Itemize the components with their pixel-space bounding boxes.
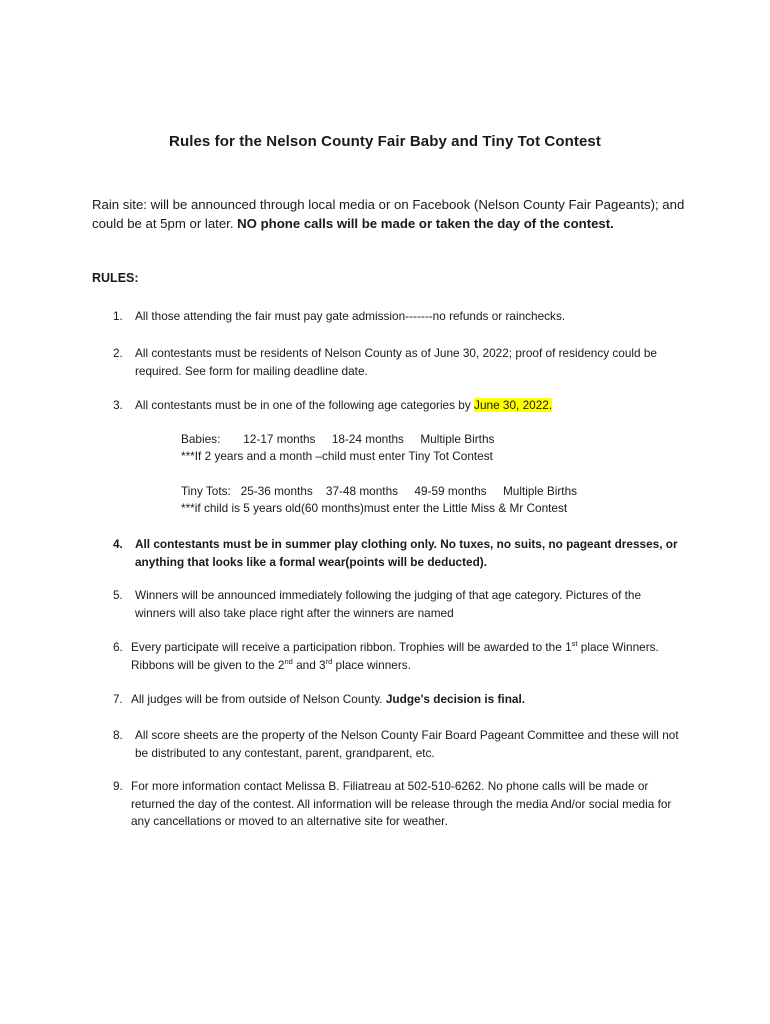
rule-number: 9. — [113, 779, 123, 793]
rule-text: For more information contact Melissa B. Filiatreau at 502-510-6262. No phone calls will be made or returned the day of the contest. All information will be release through the media And/or social media for any cancellations or moved to an alternative site for weather. — [131, 779, 672, 828]
rule-item-4 — [113, 536, 683, 571]
rule-number: 2. — [113, 346, 123, 360]
rule-number: 8. — [113, 728, 123, 742]
rule-item-6 — [113, 639, 683, 674]
rule-number: 5. — [113, 588, 123, 602]
rule-text: All those attending the fair must pay gate admission-------no refunds or rainchecks. — [135, 309, 566, 323]
rule-item-2 — [113, 345, 683, 380]
rule-text: place winners. — [332, 657, 411, 672]
page-title: Rules for the Nelson County Fair Baby and Tiny Tot Contest — [169, 133, 601, 150]
rule-number: 3. — [113, 398, 123, 412]
babies-categories: Babies: 12-17 months 18-24 months Multiple Births — [181, 432, 495, 446]
rule-item-9 — [113, 778, 683, 831]
rule-text: All contestants must be in one of the following age categories by — [135, 398, 475, 412]
rule-item-8 — [113, 727, 683, 762]
intro-paragraph — [92, 195, 692, 233]
rule-text: All score sheets are the property of the Nelson County Fair Board Pageant Committee and these will not be distributed to any contestant, parent, grandparent, etc. — [135, 728, 679, 760]
rule-number: 6. — [113, 640, 123, 654]
rule-text: place Winners. Ribbons will be given to the 2 — [131, 640, 659, 672]
ordinal-suffix: rd — [325, 656, 333, 666]
rule-item-7 — [113, 691, 683, 709]
ordinal-suffix: st — [571, 639, 578, 649]
intro-bold-text: NO phone calls will be made or taken the day of the contest. — [237, 216, 614, 231]
rule-text: All judges will be from outside of Nelson County. — [131, 692, 386, 706]
rule-item-1 — [113, 308, 683, 326]
rule-bold-text: Judge's decision is final. — [385, 692, 526, 706]
rule-number: 7. — [113, 692, 123, 706]
babies-note: ***If 2 years and a month –child must enter Tiny Tot Contest — [181, 449, 493, 463]
ordinal-suffix: nd — [284, 656, 293, 666]
tiny-tots-categories: Tiny Tots: 25-36 months 37-48 months 49-59 months Multiple Births — [181, 484, 578, 498]
rule-text: Every participate will receive a participation ribbon. Trophies will be awarded to the 1 — [131, 640, 572, 654]
rule-item-3 — [113, 397, 683, 415]
rule-text: Winners will be announced immediately following the judging of that age category. Pictures of the winners will also take place right after the winners are named — [135, 588, 642, 620]
rules-heading: RULES: — [92, 271, 139, 285]
rule-item-5 — [113, 587, 683, 622]
rule-text: All contestants must be in summer play clothing only. No tuxes, no suits, no pageant dresses, or anything that looks like a formal wear(points will be deducted). — [135, 537, 678, 569]
rule-number: 4. — [113, 537, 123, 551]
rule-text-container — [135, 397, 683, 415]
rule-text-container — [131, 691, 683, 709]
rule-text: and 3 — [292, 657, 326, 672]
rule-number: 1. — [113, 309, 123, 323]
highlighted-date: June 30, 2022. — [474, 398, 553, 412]
intro-text: Rain site: will be announced through local media or on Facebook (Nelson County Fair Pageants); and could be at 5pm or later. — [92, 197, 685, 231]
rule-text-container — [131, 639, 683, 674]
tiny-tots-note: ***if child is 5 years old(60 months)must enter the Little Miss & Mr Contest — [181, 501, 568, 515]
rule-text: All contestants must be residents of Nelson County as of June 30, 2022; proof of residency could be required. See form for mailing deadline date. — [135, 346, 657, 378]
